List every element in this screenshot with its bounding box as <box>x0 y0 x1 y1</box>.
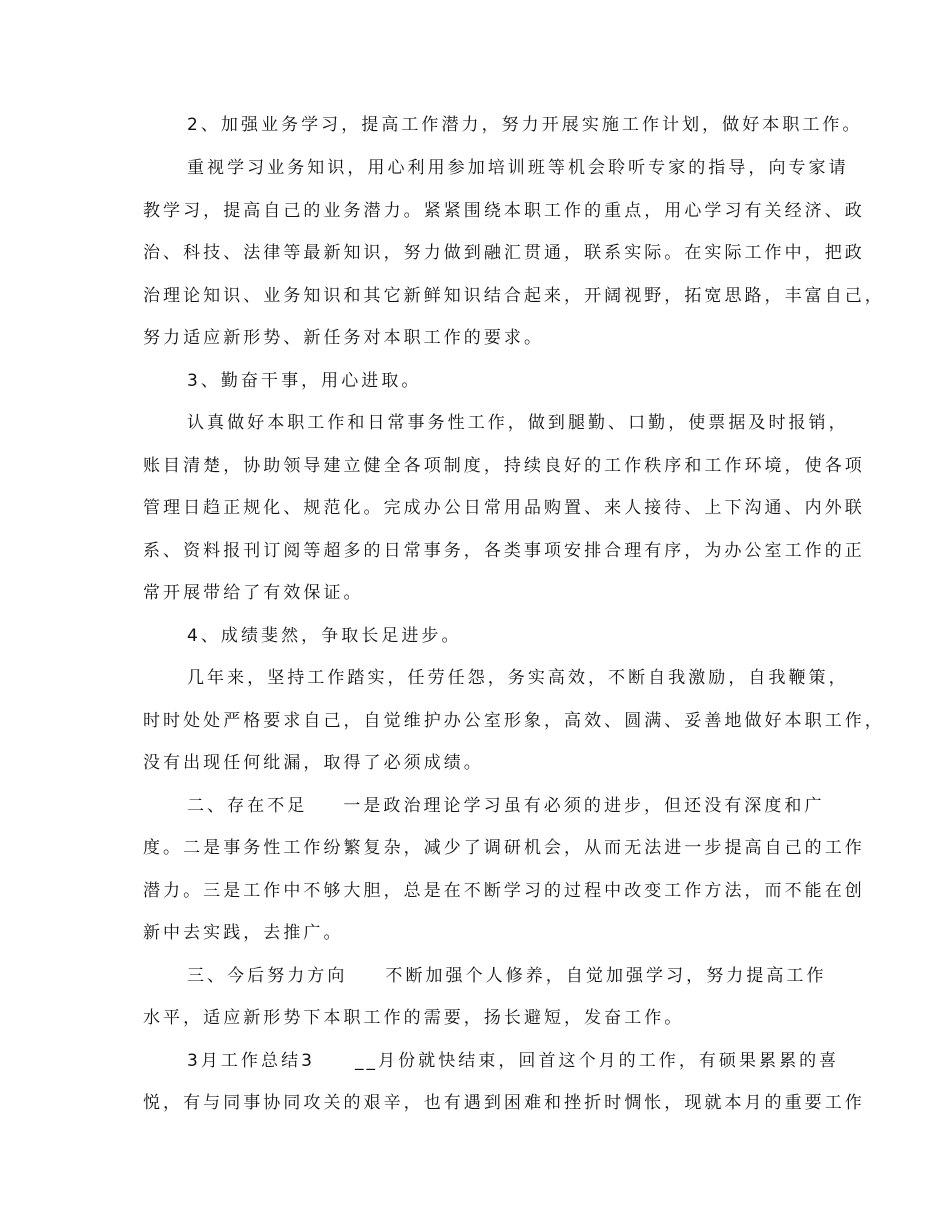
section-3-heading: 三、今后努力方向 <box>187 966 348 986</box>
text-line: 水平，适应新形势下本职工作的需要，扬长避短，发奋工作。 <box>143 1008 685 1028</box>
text-line: 没有出现任何纰漏，取得了必须成绩。 <box>143 753 484 773</box>
text-line: 治理论知识、业务知识和其它新鲜知识结合起来，开阔视野，拓宽思路，丰富自己， <box>143 286 885 306</box>
section-2-text: 一是政治理论学习虽有必须的进步，但还没有深度和广 <box>343 796 825 816</box>
text-line: 管理日趋正规化、规范化。完成办公日常用品购置、来人接待、上下沟通、内外联 <box>143 498 865 518</box>
text-line: 认真做好本职工作和日常事务性工作，做到腿勤、口勤，使票据及时报销， <box>187 413 849 433</box>
text-line: 度。二是事务性工作纷繁复杂，减少了调研机会，从而无法进一步提高自己的工作 <box>143 838 865 858</box>
text-line: 新中去实践，去推广。 <box>143 923 344 943</box>
paragraph-heading-2: 2、加强业务学习，提高工作潜力，努力开展实施工作计划，做好本职工作。 <box>187 115 863 135</box>
section-2-heading: 二、存在不足 <box>187 796 308 816</box>
text-line: 教学习，提高自己的业务潜力。紧紧围绕本职工作的重点，用心学习有关经济、政 <box>143 201 865 221</box>
text-line: 重视学习业务知识，用心利用参加培训班等机会聆听专家的指导，向专家请 <box>187 158 849 178</box>
paragraph-heading-4: 4、成绩斐然，争取长足进步。 <box>187 626 462 646</box>
text-line: 悦，有与同事协同攻关的艰辛，也有遇到困难和挫折时惆怅，现就本月的重要工作 <box>143 1093 865 1113</box>
text-line: 几年来，坚持工作踏实，任劳任怨，务实高效，不断自我激励，自我鞭策， <box>187 668 849 688</box>
section-2-line <box>187 796 825 816</box>
section-3-text: 不断加强个人修养，自觉加强学习，努力提高工作 <box>385 966 827 986</box>
summary-3-heading: 3月工作总结3 <box>187 1051 315 1071</box>
text-line: 努力适应新形势、新任务对本职工作的要求。 <box>143 328 544 348</box>
summary-3-text: __月份就快结束，回首这个月的工作，有硕果累累的喜 <box>354 1051 840 1071</box>
text-line: 系、资料报刊订阅等超多的日常事务，各类事项安排合理有序，为办公室工作的正 <box>143 541 865 561</box>
summary-3-line <box>187 1051 839 1071</box>
paragraph-heading-3: 3、勤奋干事，用心进取。 <box>187 371 422 391</box>
text-line: 时时处处严格要求自己，自觉维护办公室形象，高效、圆满、妥善地做好本职工作， <box>143 711 885 731</box>
text-line: 潜力。三是工作中不够大胆，总是在不断学习的过程中改变工作方法，而不能在创 <box>143 881 865 901</box>
text-line: 常开展带给了有效保证。 <box>143 583 364 603</box>
section-3-line <box>187 966 827 986</box>
text-line: 账目清楚，协助领导建立健全各项制度，持续良好的工作秩序和工作环境，使各项 <box>143 456 865 476</box>
text-line: 治、科技、法律等最新知识，努力做到融汇贯通，联系实际。在实际工作中，把政 <box>143 243 865 263</box>
